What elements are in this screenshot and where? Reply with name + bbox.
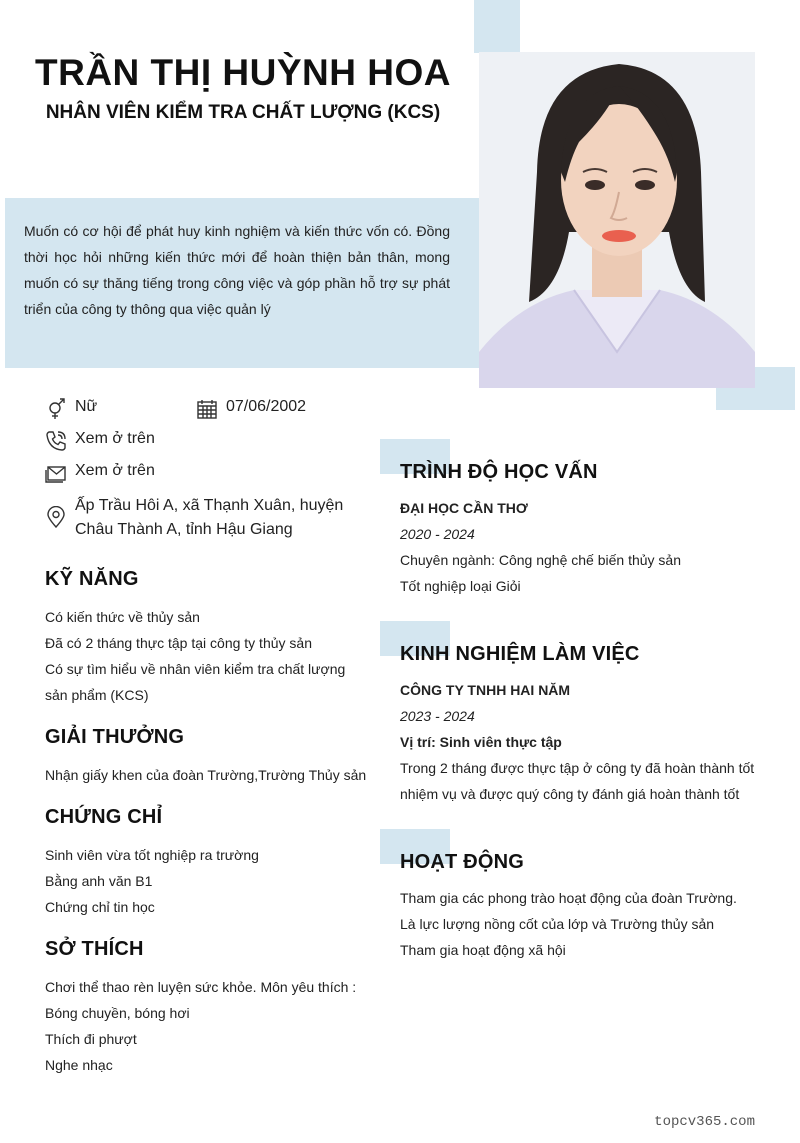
address-line-2: Châu Thành A, tỉnh Hậu Giang	[75, 521, 293, 538]
address-value	[75, 494, 343, 542]
education-major: Chuyên ngành: Công nghệ chế biến thủy sản	[400, 552, 681, 568]
list-item: Bóng chuyền, bóng hơi	[45, 1005, 190, 1021]
list-item: Chơi thể thao rèn luyện sức khỏe. Môn yêu thích :	[45, 979, 357, 995]
profile-photo	[479, 52, 755, 388]
list-item: sản phẩm (KCS)	[45, 687, 149, 703]
education-title: TRÌNH ĐỘ HỌC VẤN	[400, 461, 598, 483]
list-item: Sinh viên vừa tốt nghiệp ra trường	[45, 847, 259, 863]
skills-list	[45, 604, 365, 708]
phone-value: Xem ở trên	[75, 430, 155, 447]
awards-title: GIẢI THƯỞNG	[45, 726, 185, 748]
certificates-title: CHỨNG CHỈ	[45, 806, 163, 828]
list-item: Chứng chỉ tin học	[45, 899, 155, 915]
email-row	[45, 462, 155, 484]
list-item: Thích đi phượt	[45, 1031, 137, 1047]
email-value: Xem ở trên	[75, 462, 155, 479]
hobbies-list	[45, 974, 370, 1078]
dob-row	[196, 398, 306, 420]
experience-period: 2023 - 2024	[400, 708, 475, 724]
certificates-list	[45, 842, 365, 920]
education-grade: Tốt nghiệp loại Giỏi	[400, 578, 521, 594]
dob-value: 07/06/2002	[226, 398, 307, 415]
job-title: NHÂN VIÊN KIỂM TRA CHẤT LƯỢNG (KCS)	[45, 102, 441, 123]
phone-icon	[45, 430, 67, 452]
gender-row	[45, 398, 97, 420]
experience-desc-2: nhiệm vụ và được quý công ty đánh giá hoàn thành tốt	[400, 786, 740, 802]
experience-desc-1: Trong 2 tháng được thực tập ở công ty đã hoàn thành tốt	[400, 760, 755, 776]
education-period: 2020 - 2024	[400, 526, 475, 542]
experience-title: KINH NGHIỆM LÀM VIỆC	[400, 643, 640, 665]
awards-list	[45, 762, 375, 788]
company-name: CÔNG TY TNHH HAI NĂM	[400, 682, 571, 698]
education-block	[400, 495, 770, 599]
list-item: Nhận giấy khen của đoàn Trường,Trường Thủy sản	[45, 767, 367, 783]
gender-value: Nữ	[75, 398, 98, 415]
phone-row	[45, 430, 155, 452]
gender-icon	[45, 398, 67, 420]
summary-text: Muốn có cơ hội để phát huy kinh nghiệm và kiến thức vốn có. Đồng thời học hỏi những kiến thức mới để hoàn thiện bản thân, mong muốn có sự thăng tiếng trong công việc và góp phần hỗ trợ sự phát triển của công ty thông qua việc quản lý	[24, 223, 450, 317]
summary-box	[5, 198, 510, 368]
skills-title: KỸ NĂNG	[45, 568, 139, 590]
list-item: Tham gia hoạt động xã hội	[400, 942, 566, 958]
list-item: Có sự tìm hiểu về nhân viên kiểm tra chất lượng	[45, 661, 346, 677]
mail-icon	[45, 462, 67, 484]
decor-block-top	[474, 0, 520, 53]
activities-title: HOẠT ĐỘNG	[400, 851, 525, 873]
experience-position: Vị trí: Sinh viên thực tập	[400, 734, 562, 750]
activities-list	[400, 885, 770, 963]
school-name: ĐẠI HỌC CẦN THƠ	[400, 500, 528, 516]
list-item: Nghe nhạc	[45, 1057, 113, 1073]
list-item: Có kiến thức về thủy sản	[45, 609, 200, 625]
address-line-1: Ấp Trầu Hôi A, xã Thạnh Xuân, huyện	[75, 497, 344, 514]
location-pin-icon	[45, 506, 67, 528]
candidate-name: TRẦN THỊ HUỲNH HOA	[35, 52, 451, 93]
address-row	[45, 494, 343, 542]
experience-block	[400, 677, 770, 807]
list-item: Là lực lượng nồng cốt của lớp và Trường thủy sản	[400, 916, 715, 932]
hobbies-title: SỞ THÍCH	[45, 938, 144, 960]
list-item: Bằng anh văn B1	[45, 873, 153, 889]
list-item: Đã có 2 tháng thực tập tại công ty thủy sản	[45, 635, 312, 651]
list-item: Tham gia các phong trào hoạt động của đoàn Trường.	[400, 890, 737, 906]
calendar-icon	[196, 398, 218, 420]
footer-watermark: topcv365.com	[654, 1114, 755, 1130]
